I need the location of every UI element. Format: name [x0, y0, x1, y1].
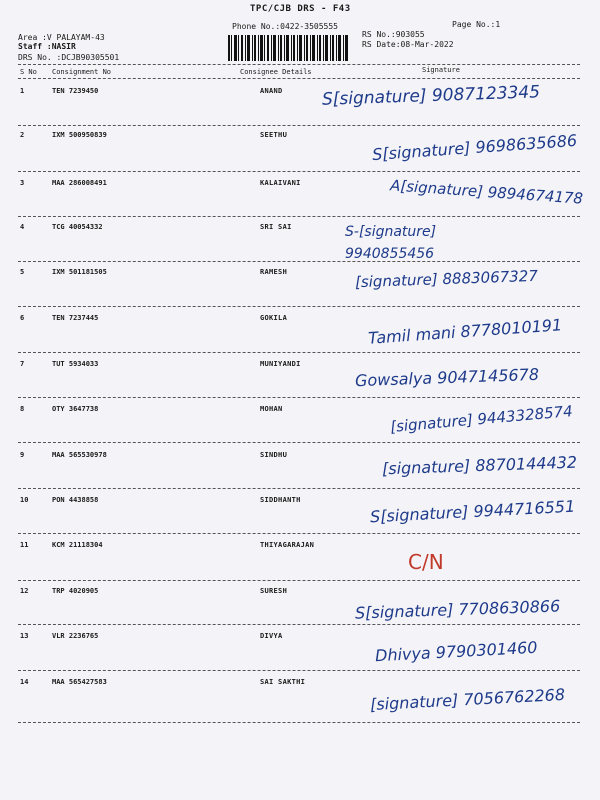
row-consignment: TCG 40054332: [52, 223, 103, 231]
handwritten-signature: S[signature] 9944716551: [369, 496, 576, 527]
row-consignee: SIDDHANTH: [260, 496, 301, 504]
row-divider: [18, 306, 580, 307]
row-sno: 12: [20, 587, 29, 595]
phone-number: Phone No.:0422-3505555: [232, 22, 338, 31]
row-consignment: TEN 7239450: [52, 87, 99, 95]
row-divider: [18, 125, 580, 126]
row-consignee: MUNIYANDI: [260, 360, 301, 368]
row-consignee: GOKILA: [260, 314, 288, 322]
handwritten-signature: [signature] 9443328574: [389, 402, 574, 436]
row-divider: [18, 580, 580, 581]
row-consignee: SINDHU: [260, 451, 288, 459]
row-sno: 7: [20, 360, 25, 368]
row-sno: 3: [20, 179, 25, 187]
row-consignee: SURESH: [260, 587, 288, 595]
row-consignment: MAA 565427583: [52, 678, 107, 686]
area-label: Area :V PALAYAM-43: [18, 33, 105, 42]
handwritten-signature: [signature] 8883067327: [354, 266, 539, 292]
handwritten-signature: Dhivya 9790301460: [374, 637, 538, 666]
row-sno: 11: [20, 541, 29, 549]
row-sno: 5: [20, 268, 25, 276]
handwritten-signature: S[signature] 9087123345: [321, 82, 541, 110]
row-sno: 9: [20, 451, 25, 459]
row-sno: 2: [20, 131, 25, 139]
handwritten-signature: S[signature] 7708630866: [354, 596, 561, 623]
page-number: Page No.:1: [452, 20, 501, 29]
row-consignee: ANAND: [260, 87, 283, 95]
row-consignee: SRI SAI: [260, 223, 292, 231]
handwritten-signature: S[signature] 9698635686: [371, 130, 578, 165]
col-header-consignee: Consignee Details: [240, 68, 312, 76]
document-title: TPC/CJB DRS - F43: [250, 4, 351, 14]
col-header-signature: Signature: [422, 66, 460, 74]
row-consignee: SEETHU: [260, 131, 288, 139]
row-divider: [18, 397, 580, 398]
row-sno: 10: [20, 496, 29, 504]
handwritten-cn-mark: C/N: [408, 550, 444, 574]
row-divider: [18, 533, 580, 534]
row-sno: 8: [20, 405, 25, 413]
row-divider: [18, 488, 580, 489]
row-consignee: SAI SAKTHI: [260, 678, 306, 686]
handwritten-signature: [signature] 7056762268: [369, 684, 566, 715]
row-consignment: TEN 7237445: [52, 314, 99, 322]
row-divider: [18, 670, 580, 671]
col-header-sno: S No: [20, 68, 37, 76]
barcode-image: [228, 35, 348, 61]
row-divider: [18, 171, 580, 172]
row-consignment: MAA 286008491: [52, 179, 107, 187]
row-sno: 6: [20, 314, 25, 322]
row-divider: [18, 216, 580, 217]
handwritten-signature: A[signature] 9894674178: [389, 176, 584, 208]
row-consignment: VLR 2236765: [52, 632, 99, 640]
rs-number: RS No.:903055: [362, 30, 425, 39]
handwritten-signature: S-[signature] 9940855456: [345, 224, 437, 262]
handwritten-signature: Tamil mani 8778010191: [367, 315, 563, 348]
row-sno: 1: [20, 87, 25, 95]
row-divider: [18, 352, 580, 353]
column-header-divider: [18, 78, 580, 79]
row-divider: [18, 624, 580, 625]
row-consignment: MAA 565530978: [52, 451, 107, 459]
row-consignment: PON 4438858: [52, 496, 99, 504]
row-divider: [18, 442, 580, 443]
row-sno: 13: [20, 632, 29, 640]
row-consignee: THIYAGARAJAN: [260, 541, 315, 549]
row-consignment: KCM 21118304: [52, 541, 103, 549]
row-consignment: IXM 501181505: [52, 268, 107, 276]
row-divider: [18, 722, 580, 723]
handwritten-signature: Gowsalya 9047145678: [354, 364, 540, 391]
row-consignment: TRP 4020905: [52, 587, 99, 595]
row-consignee: KALAIVANI: [260, 179, 301, 187]
row-consignee: RAMESH: [260, 268, 288, 276]
row-consignment: TUT 5934033: [52, 360, 99, 368]
header-divider: [18, 64, 580, 65]
row-consignee: DIVYA: [260, 632, 283, 640]
handwritten-signature: [signature] 8870144432: [381, 452, 578, 479]
row-consignment: IXM 500950839: [52, 131, 107, 139]
staff-label: Staff :NASIR: [18, 42, 76, 51]
row-sno: 4: [20, 223, 25, 231]
row-consignment: OTY 3647738: [52, 405, 99, 413]
drs-number: DRS No. :DCJB90305501: [18, 53, 120, 62]
row-consignee: MOHAN: [260, 405, 283, 413]
rs-date: RS Date:08-Mar-2022: [362, 40, 454, 49]
row-sno: 14: [20, 678, 29, 686]
col-header-consignment: Consignment No: [52, 68, 112, 76]
